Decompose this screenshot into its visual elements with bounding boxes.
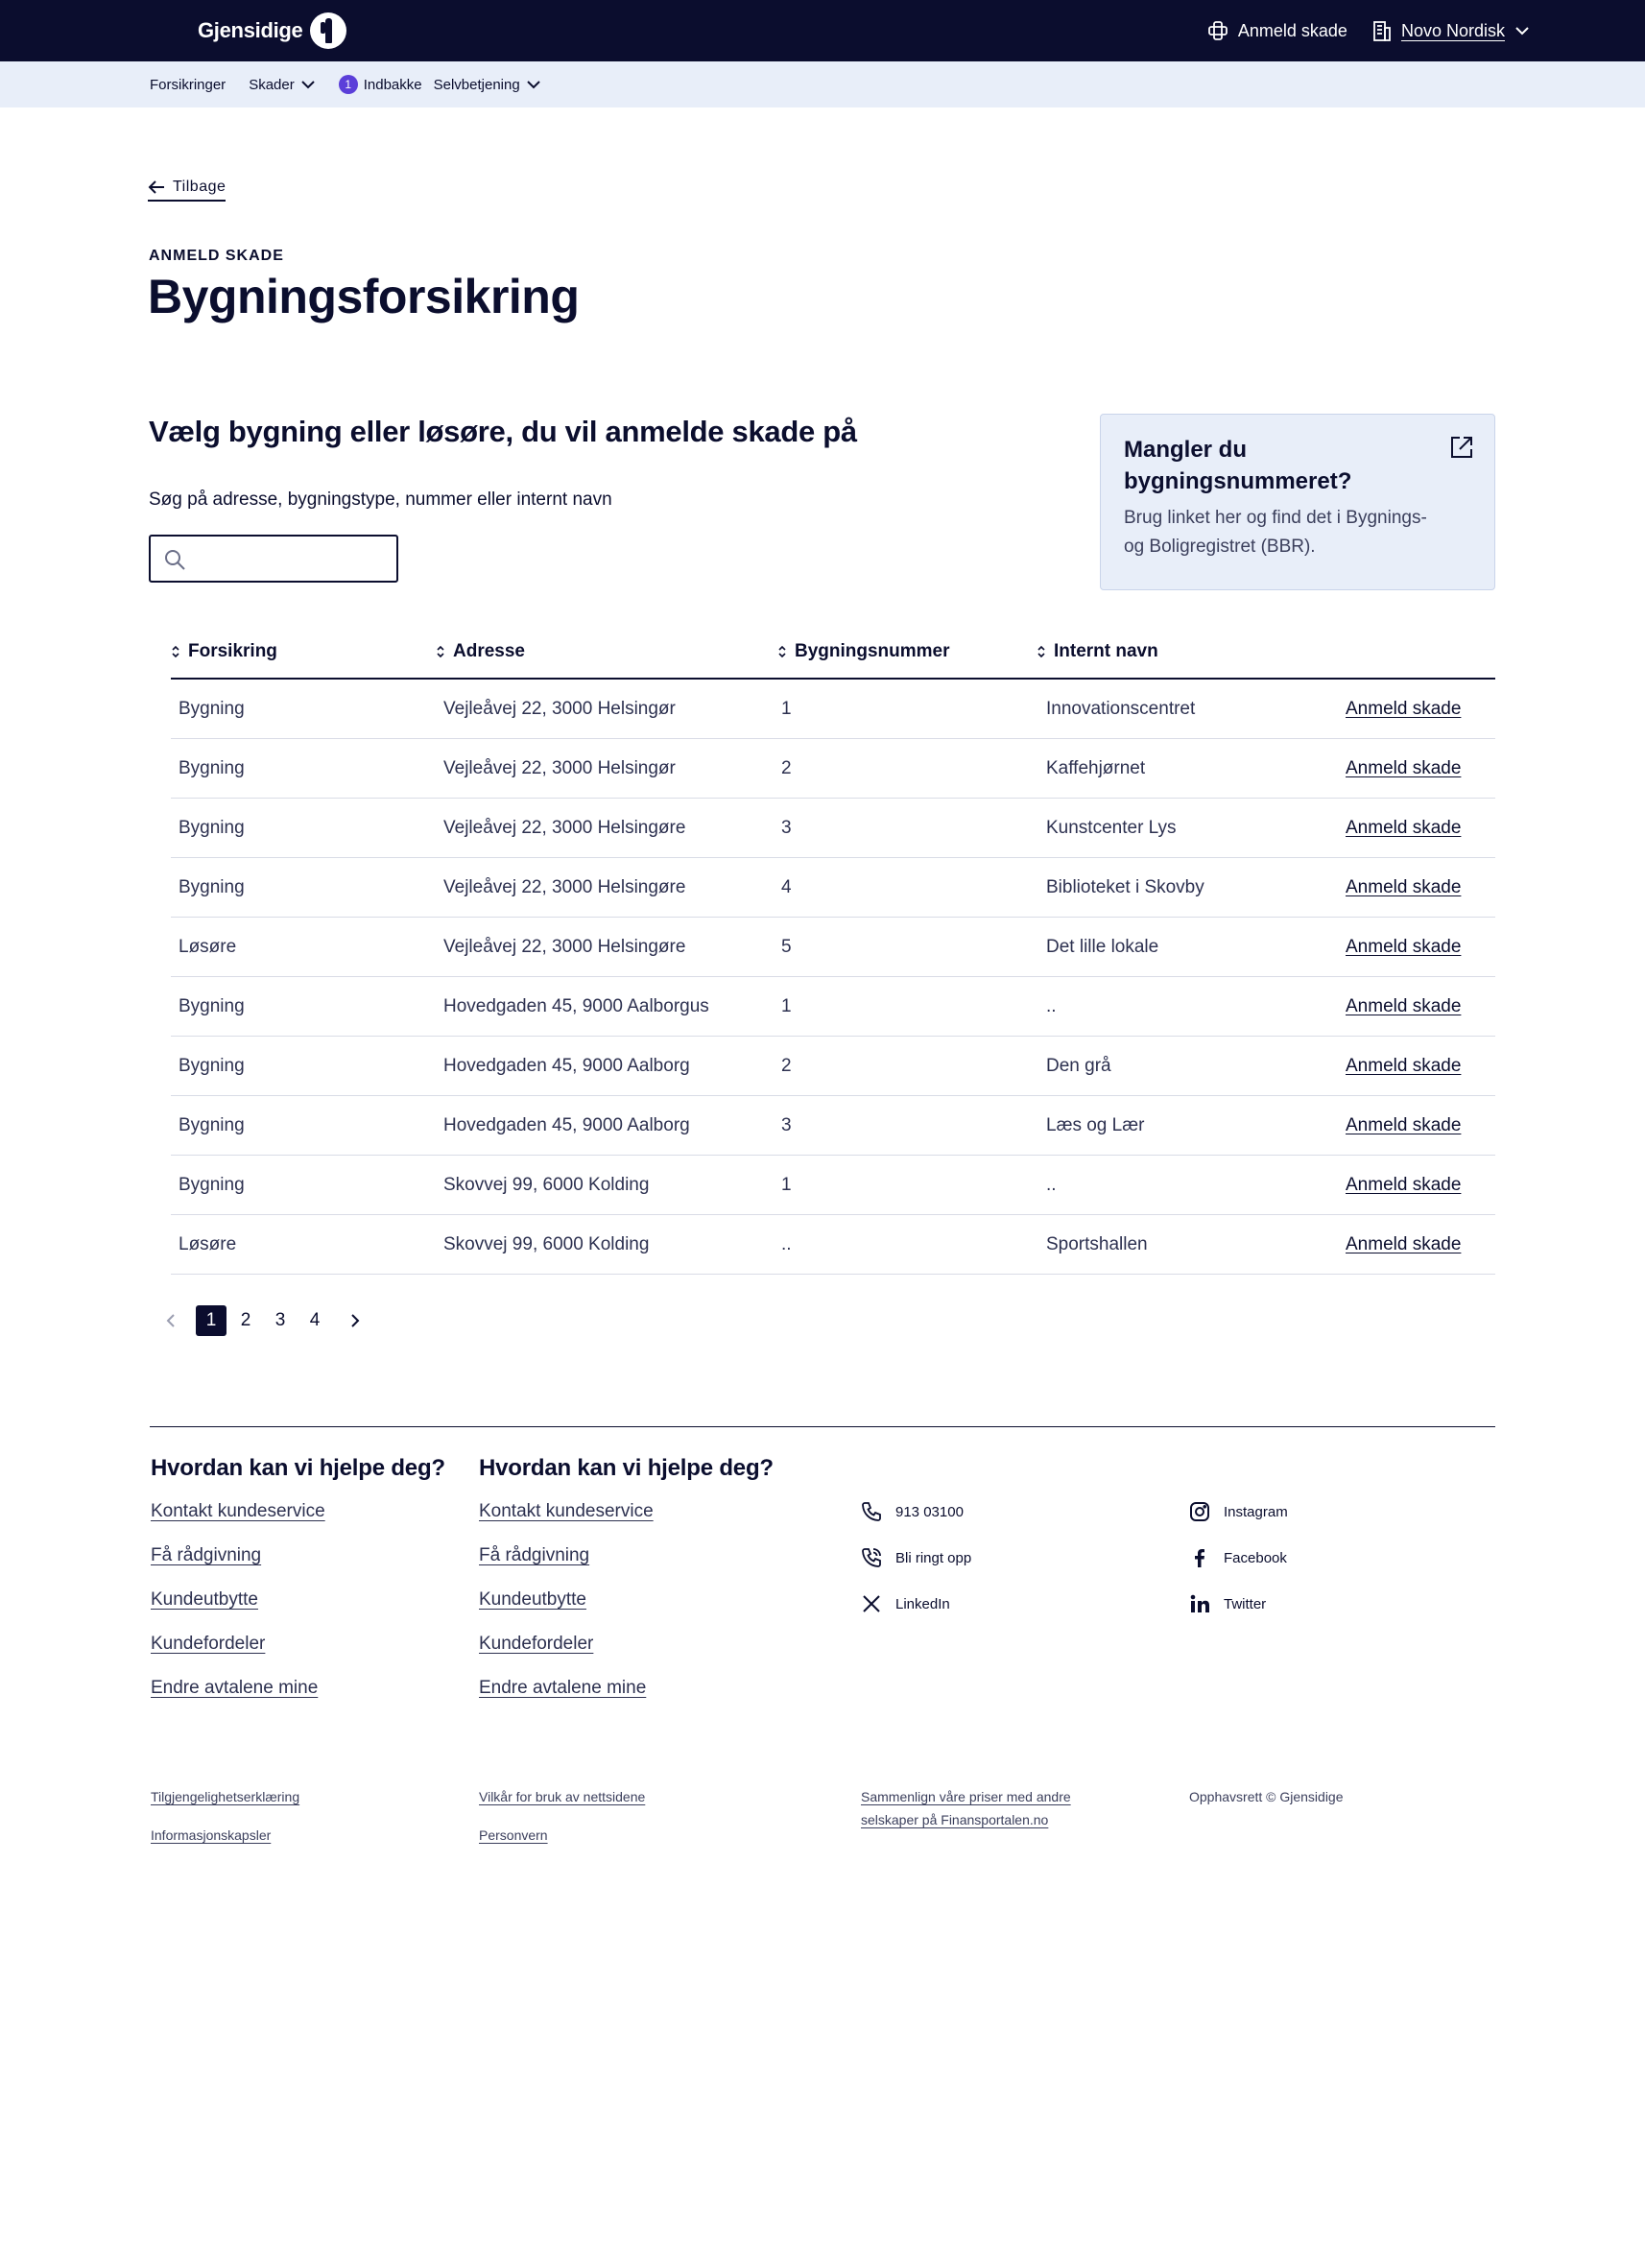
- report-claim-row-link[interactable]: Anmeld skade: [1346, 699, 1462, 719]
- footer-link-agreements[interactable]: Endre avtalene mine: [479, 1678, 647, 1698]
- buildings-table: [171, 630, 1495, 1275]
- footer-link-dividend[interactable]: Kundeutbytte: [479, 1589, 586, 1610]
- external-link-icon: [1450, 436, 1473, 459]
- cell-building-number: 2: [781, 758, 792, 778]
- cell-address: Hovedgaden 45, 9000 Aalborgus: [443, 996, 709, 1016]
- top-header: [0, 0, 1645, 61]
- nav-self-service-label: Selvbetjening: [433, 76, 520, 93]
- instagram-label: Instagram: [1224, 1503, 1288, 1520]
- arrow-left-icon: [148, 179, 165, 195]
- table-row: [171, 858, 1495, 918]
- cell-address: Vejleåvej 22, 3000 Helsingør: [443, 758, 676, 778]
- x-logo-icon: [861, 1593, 882, 1614]
- cell-internal-name: Kaffehjørnet: [1046, 758, 1146, 778]
- sort-header-address[interactable]: [436, 641, 525, 662]
- cell-insurance: Løsøre: [179, 937, 237, 957]
- company-name: Novo Nordisk: [1400, 20, 1505, 40]
- footer-link-benefits[interactable]: Kundefordeler: [479, 1634, 594, 1654]
- cell-building-number: 1: [781, 996, 792, 1016]
- legal-terms-link[interactable]: Vilkår for bruk av nettsidene: [479, 1789, 646, 1804]
- chevron-down-icon: [1514, 26, 1530, 36]
- section-title: Vælg bygning eller løsøre, du vil anmelde skade på: [149, 415, 857, 448]
- cell-internal-name: Den grå: [1046, 1056, 1111, 1076]
- info-card-text: Brug linket her og find det i Bygnings- og Boligregistret (BBR).: [1124, 508, 1427, 557]
- building-icon: [1372, 20, 1392, 41]
- cell-address: Vejleåvej 22, 3000 Helsingør: [443, 699, 676, 719]
- social-twitter[interactable]: [1189, 1593, 1266, 1614]
- table-row: [171, 918, 1495, 977]
- table-row: [171, 1215, 1495, 1275]
- cell-insurance: Bygning: [179, 818, 245, 838]
- report-claim-row-link[interactable]: Anmeld skade: [1346, 1234, 1462, 1254]
- cell-internal-name: Det lille lokale: [1046, 937, 1159, 957]
- sort-header-building-number[interactable]: [777, 641, 950, 662]
- page-button-4[interactable]: 4: [309, 1310, 321, 1330]
- nav-insurances[interactable]: [150, 77, 226, 93]
- chevron-left-icon: [166, 1313, 176, 1328]
- page-button-1[interactable]: 1: [196, 1305, 226, 1336]
- report-claim-row-link[interactable]: Anmeld skade: [1346, 758, 1462, 778]
- twitter-label: Twitter: [1224, 1595, 1267, 1612]
- back-link[interactable]: [148, 179, 226, 202]
- brand-logo[interactable]: [198, 12, 346, 49]
- report-claim-row-link[interactable]: Anmeld skade: [1346, 1115, 1462, 1135]
- legal-accessibility-link[interactable]: Tilgjengelighetserklæring: [151, 1789, 300, 1804]
- bbr-info-card[interactable]: [1100, 414, 1495, 590]
- cell-internal-name: Biblioteket i Skovby: [1046, 877, 1204, 897]
- footer-divider: [150, 1426, 1495, 1427]
- header-label: Forsikring: [188, 641, 277, 661]
- cell-address: Hovedgaden 45, 9000 Aalborg: [443, 1056, 690, 1076]
- footer-link-agreements[interactable]: Endre avtalene mine: [151, 1678, 319, 1698]
- report-claim-row-link[interactable]: Anmeld skade: [1346, 996, 1462, 1016]
- cell-building-number: 4: [781, 877, 792, 897]
- contact-callback[interactable]: [861, 1547, 971, 1568]
- copyright-text: Opphavsrett © Gjensidige: [1189, 1789, 1344, 1804]
- footer-help-column: [479, 1455, 774, 1722]
- report-claim-row-link[interactable]: Anmeld skade: [1346, 1175, 1462, 1195]
- company-selector[interactable]: [1372, 20, 1530, 41]
- table-row: [171, 739, 1495, 799]
- linkedin-icon: [1189, 1593, 1210, 1614]
- nav-inbox[interactable]: [339, 75, 422, 94]
- cell-address: Skovvej 99, 6000 Kolding: [443, 1234, 650, 1254]
- contact-phone[interactable]: [861, 1501, 964, 1522]
- cell-building-number: 1: [781, 699, 792, 719]
- search-icon: [163, 548, 186, 571]
- table-row: [171, 680, 1495, 739]
- sort-icon: [1037, 645, 1046, 658]
- header-label: Adresse: [453, 641, 525, 661]
- social-facebook[interactable]: [1189, 1547, 1287, 1568]
- nav-claims[interactable]: [249, 77, 316, 93]
- cell-insurance: Bygning: [179, 1056, 245, 1076]
- header-label: Bygningsnummer: [795, 641, 950, 661]
- cell-insurance: Løsøre: [179, 1234, 237, 1254]
- cell-internal-name: Læs og Lær: [1046, 1115, 1145, 1135]
- table-row: [171, 1096, 1495, 1156]
- instagram-icon: [1189, 1501, 1210, 1522]
- legal-cookies-link[interactable]: Informasjonskapsler: [151, 1827, 272, 1843]
- cell-internal-name: ..: [1046, 1175, 1057, 1195]
- legal-privacy-link[interactable]: Personvern: [479, 1827, 548, 1843]
- report-claim-row-link[interactable]: Anmeld skade: [1346, 877, 1462, 897]
- phone-callback-icon: [861, 1547, 882, 1568]
- report-claim-row-link[interactable]: Anmeld skade: [1346, 1056, 1462, 1076]
- cell-address: Hovedgaden 45, 9000 Aalborg: [443, 1115, 690, 1135]
- cell-building-number: 2: [781, 1056, 792, 1076]
- cell-address: Vejleåvej 22, 3000 Helsingøre: [443, 937, 686, 957]
- chevron-down-icon: [300, 80, 316, 89]
- brand-emblem-icon: [310, 12, 346, 49]
- facebook-icon: [1189, 1547, 1210, 1568]
- sort-icon: [171, 645, 180, 658]
- cell-internal-name: ..: [1046, 996, 1057, 1016]
- footer-link-dividend[interactable]: Kundeutbytte: [151, 1589, 258, 1610]
- header-label: Internt navn: [1054, 641, 1158, 661]
- cell-insurance: Bygning: [179, 1175, 245, 1195]
- footer-link-advice[interactable]: Få rådgivning: [151, 1545, 262, 1565]
- footer-link-contact[interactable]: Kontakt kundeservice: [479, 1501, 654, 1521]
- search-label: Søg på adresse, bygningstype, nummer eller internt navn: [149, 489, 612, 510]
- table-header: [171, 630, 1495, 680]
- cell-building-number: 3: [781, 818, 792, 838]
- brand-name: Gjensidige: [198, 18, 303, 42]
- table-row: [171, 1037, 1495, 1096]
- cell-insurance: Bygning: [179, 699, 245, 719]
- sort-icon: [777, 645, 787, 658]
- cell-address: Skovvej 99, 6000 Kolding: [443, 1175, 650, 1195]
- cell-address: Vejleåvej 22, 3000 Helsingøre: [443, 877, 686, 897]
- nav-insurances-label: Forsikringer: [150, 76, 226, 93]
- cell-internal-name: Kunstcenter Lys: [1046, 818, 1177, 838]
- phone-icon: [861, 1501, 882, 1522]
- report-claim-link[interactable]: [1207, 20, 1347, 41]
- nav-self-service[interactable]: [434, 77, 541, 93]
- legal-compare-prices-link[interactable]: Sammenlign våre priser med andre selskaper på Finansportalen.no: [861, 1789, 1071, 1827]
- footer-help-column: [151, 1455, 445, 1722]
- chevron-right-icon: [350, 1313, 360, 1328]
- page-button-3[interactable]: 3: [274, 1310, 286, 1330]
- sort-header-insurance[interactable]: [171, 641, 277, 662]
- cell-building-number: 3: [781, 1115, 792, 1135]
- report-claim-row-link[interactable]: Anmeld skade: [1346, 937, 1462, 957]
- phone-number: 913 03100: [895, 1503, 964, 1520]
- claim-icon: [1207, 20, 1228, 41]
- back-label: Tilbage: [173, 179, 226, 195]
- inbox-count-badge: 1: [339, 75, 358, 94]
- cell-insurance: Bygning: [179, 1115, 245, 1135]
- footer-heading: Hvordan kan vi hjelpe deg?: [479, 1455, 774, 1481]
- footer-link-contact[interactable]: Kontakt kundeservice: [151, 1501, 325, 1521]
- cell-internal-name: Innovationscentret: [1046, 699, 1196, 719]
- search-field[interactable]: [149, 535, 398, 583]
- cell-building-number: 1: [781, 1175, 792, 1195]
- report-claim-label: Anmeld skade: [1237, 20, 1347, 40]
- sort-icon: [436, 645, 445, 658]
- cell-insurance: Bygning: [179, 996, 245, 1016]
- nav-inbox-label: Indbakke: [363, 76, 422, 93]
- sort-header-internal-name[interactable]: [1037, 641, 1158, 662]
- cell-internal-name: Sportshallen: [1046, 1234, 1148, 1254]
- sub-navigation: [0, 61, 1645, 107]
- cell-insurance: Bygning: [179, 758, 245, 778]
- footer-heading: Hvordan kan vi hjelpe deg?: [151, 1455, 445, 1481]
- previous-page-button[interactable]: [159, 1305, 182, 1336]
- next-page-button[interactable]: [344, 1305, 367, 1336]
- nav-claims-label: Skader: [249, 76, 295, 93]
- linkedin-label: LinkedIn: [895, 1595, 950, 1612]
- cell-address: Vejleåvej 22, 3000 Helsingøre: [443, 818, 686, 838]
- pagination: [159, 1305, 367, 1336]
- cell-building-number: ..: [781, 1234, 792, 1254]
- social-instagram[interactable]: [1189, 1501, 1288, 1522]
- table-row: [171, 1156, 1495, 1215]
- social-linkedin[interactable]: [861, 1593, 950, 1614]
- search-input[interactable]: [195, 544, 387, 573]
- page-title: Bygningsforsikring: [148, 270, 580, 323]
- cell-building-number: 5: [781, 937, 792, 957]
- cell-insurance: Bygning: [179, 877, 245, 897]
- info-card-title: Mangler du bygningsnummeret?: [1124, 437, 1352, 494]
- footer-link-benefits[interactable]: Kundefordeler: [151, 1634, 266, 1654]
- chevron-down-icon: [526, 80, 541, 89]
- page-button-2[interactable]: 2: [240, 1310, 251, 1330]
- page-eyebrow: ANMELD SKADE: [149, 248, 284, 264]
- report-claim-row-link[interactable]: Anmeld skade: [1346, 818, 1462, 838]
- facebook-label: Facebook: [1224, 1549, 1287, 1566]
- table-row: [171, 799, 1495, 858]
- table-row: [171, 977, 1495, 1037]
- callback-label: Bli ringt opp: [895, 1549, 972, 1566]
- footer-link-advice[interactable]: Få rådgivning: [479, 1545, 590, 1565]
